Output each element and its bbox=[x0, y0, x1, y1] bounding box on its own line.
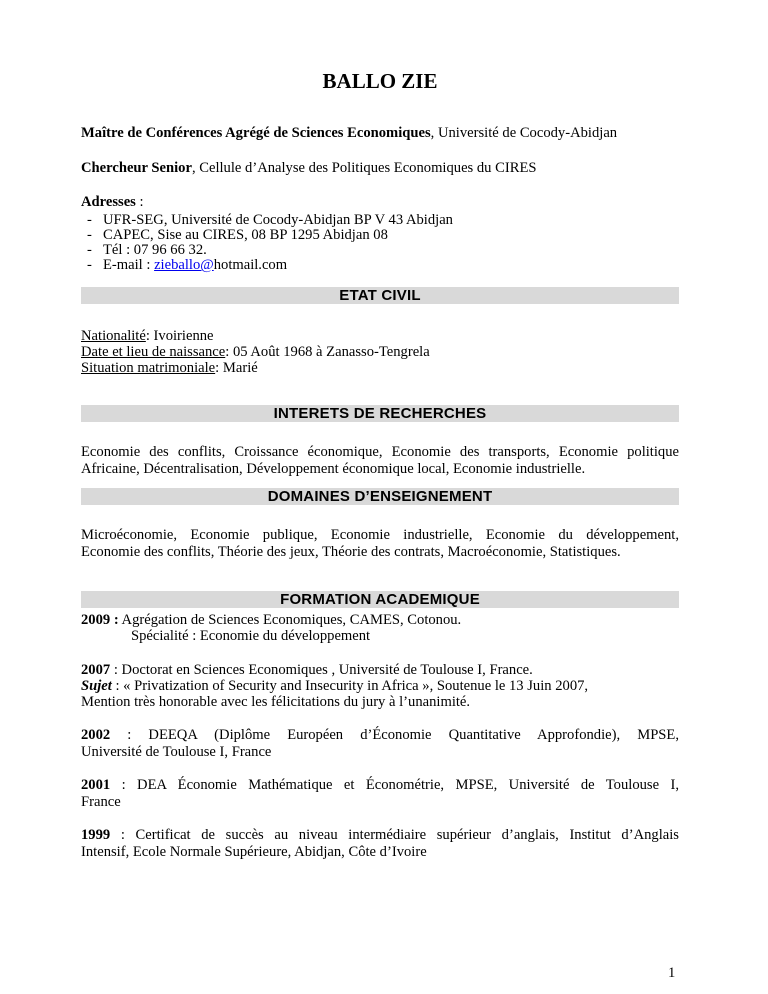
formation-2001-line-1 bbox=[81, 776, 679, 794]
formation-year: 2009 : bbox=[81, 612, 119, 628]
title-line-2 bbox=[81, 159, 536, 177]
address-text: UFR-SEG, Université de Cocody-Abidjan BP V 43 Abidjan bbox=[103, 212, 453, 228]
addresses-label: Adresses bbox=[81, 194, 136, 210]
title-2-bold: Chercheur Senior bbox=[81, 160, 192, 176]
formation-2002-line-1 bbox=[81, 726, 679, 744]
list-bullet: - bbox=[87, 227, 92, 243]
interets-line-2: Africaine, Décentralisation, Développement économique local, Economie industrielle. bbox=[81, 461, 586, 477]
email-item bbox=[87, 256, 287, 274]
addresses-heading bbox=[81, 193, 144, 211]
field-value: : Ivoirienne bbox=[145, 328, 214, 344]
sujet-label: Sujet bbox=[81, 678, 112, 694]
addresses-sep: : bbox=[135, 194, 144, 210]
formation-year: 2002 bbox=[81, 727, 111, 743]
formation-text: : DEEQA (Diplôme Européen d’Économie Quantitative Approfondie), MPSE, bbox=[110, 727, 679, 743]
formation-year: 1999 bbox=[81, 827, 111, 843]
formation-text: : DEA Économie Mathématique et Économétrie, MPSE, Université de Toulouse I, bbox=[110, 777, 679, 793]
email-link[interactable]: zieballo@ bbox=[154, 257, 214, 273]
formation-year: 2007 bbox=[81, 662, 111, 678]
page-number: 1 bbox=[668, 965, 676, 981]
domaines-line-2: Economie des conflits, Théorie des jeux, Théorie des contrats, Macroéconomie, Statistiques. bbox=[81, 544, 621, 560]
formation-text: : Doctorat en Sciences Economiques , Université de Toulouse I, France. bbox=[110, 662, 533, 678]
section-heading-interets: INTERETS DE RECHERCHES bbox=[81, 405, 679, 422]
formation-2007-line-3: Mention très honorable avec les félicitations du jury à l’unanimité. bbox=[81, 694, 471, 710]
formation-1999-line-1 bbox=[81, 826, 679, 844]
field-label: Situation matrimoniale bbox=[81, 360, 216, 376]
section-heading-formation: FORMATION ACADEMIQUE bbox=[81, 591, 679, 608]
formation-2002-line-2: Université de Toulouse I, France bbox=[81, 744, 272, 760]
field-label: Nationalité bbox=[81, 328, 146, 344]
field-value: : Marié bbox=[215, 360, 258, 376]
section-heading-domaines: DOMAINES D’ENSEIGNEMENT bbox=[81, 488, 679, 505]
formation-text: Agrégation de Sciences Economiques, CAMES, Cotonou. bbox=[118, 612, 462, 628]
title-1-rest: , Université de Cocody-Abidjan bbox=[430, 125, 618, 141]
field-value: : 05 Août 1968 à Zanasso-Tengrela bbox=[225, 344, 430, 360]
title-1-bold: Maître de Conférences Agrégé de Sciences Economiques bbox=[81, 125, 431, 141]
section-heading-etat-civil: ETAT CIVIL bbox=[81, 287, 679, 304]
formation-text: : Certificat de succès au niveau intermédiaire supérieur d’anglais, Institut d’Anglais bbox=[110, 827, 679, 843]
title-2-rest: , Cellule d’Analyse des Politiques Economiques du CIRES bbox=[191, 160, 537, 176]
title-line-1 bbox=[81, 124, 617, 142]
address-text: Tél : 07 96 66 32. bbox=[103, 242, 207, 258]
sujet-text: : « Privatization of Security and Insecurity in Africa », Soutenue le 13 Juin 2007, bbox=[111, 678, 589, 694]
email-prefix: E-mail : bbox=[103, 257, 155, 273]
field-label: Date et lieu de naissance bbox=[81, 344, 226, 360]
formation-2009-line-2: Spécialité : Economie du développement bbox=[131, 628, 371, 644]
domaines-line-1: Microéconomie, Economie publique, Economie industrielle, Economie du développement, bbox=[81, 527, 679, 543]
list-bullet: - bbox=[87, 212, 92, 228]
email-rest: hotmail.com bbox=[213, 257, 288, 273]
address-text: CAPEC, Sise au CIRES, 08 BP 1295 Abidjan 08 bbox=[103, 227, 388, 243]
formation-year: 2001 bbox=[81, 777, 111, 793]
formation-2001-line-2: France bbox=[81, 794, 121, 810]
list-bullet: - bbox=[87, 257, 92, 273]
etat-civil-row bbox=[81, 359, 258, 377]
list-bullet: - bbox=[87, 242, 92, 258]
interets-line-1: Economie des conflits, Croissance économique, Economie des transports, Economie politique bbox=[81, 444, 679, 460]
page-title: BALLO ZIE bbox=[322, 69, 438, 93]
formation-1999-line-2: Intensif, Ecole Normale Supérieure, Abidjan, Côte d’Ivoire bbox=[81, 844, 427, 860]
